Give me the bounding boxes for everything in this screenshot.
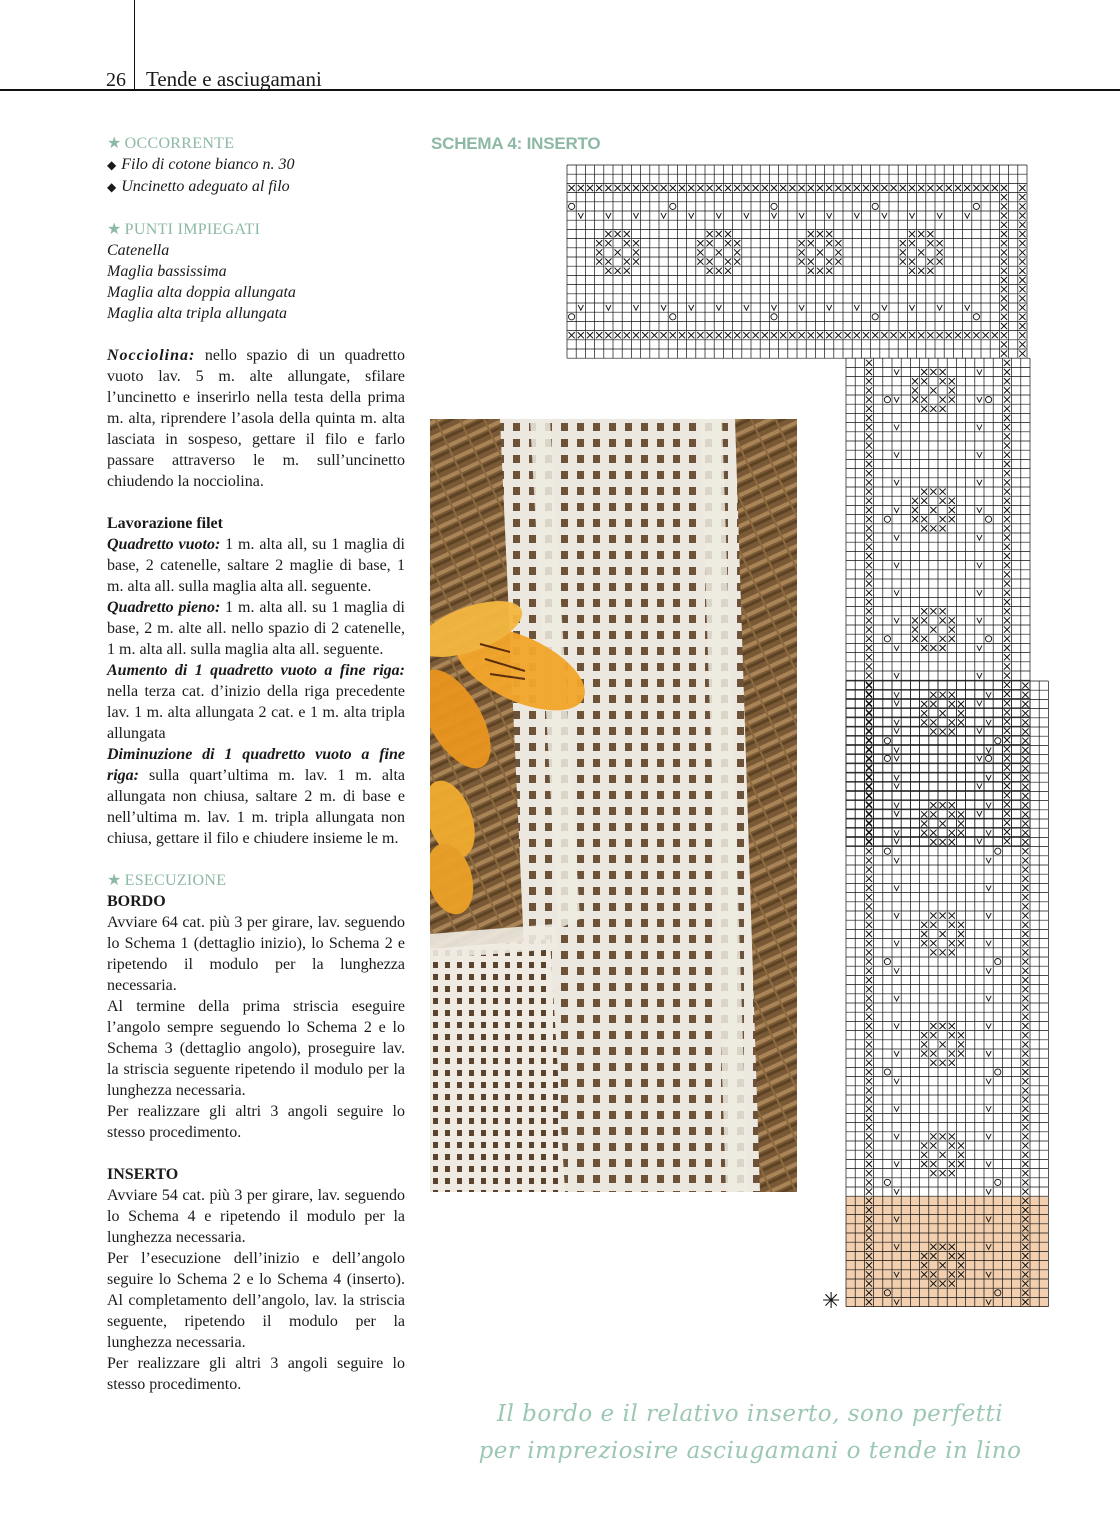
esecuzione-heading: ★ ESECUZIONE <box>107 872 227 889</box>
bordo-paragraph: Al termine della prima striscia eseguire l’angolo sempre seguendo lo Schema 2 e lo Schema 3 (dettaglio angolo), proseguire lav. la striscia seguente ripetendo il modulo per la lunghezza necessaria. <box>107 998 405 1099</box>
filet-heading: Lavorazione filet <box>107 515 223 532</box>
caption <box>440 1396 1060 1470</box>
filet-entry: Quadretto pieno: 1 m. alta all. su 1 maglia di base, 2 m. alte all. nello spazio di 2 catenelle, 1 m. alta all. sulla maglia alta all. seguente. <box>107 599 405 658</box>
filet-entry: Aumento di 1 quadretto vuoto a fine riga: nella terza cat. d’inizio della riga precedente lav. 1 m. alta allungata 2 cat. e 1 m. alta tripla allungata <box>107 662 405 742</box>
star-icon: ★ <box>107 221 122 238</box>
inserto-paragraph: Per realizzare gli altri 3 angoli seguire lo stesso procedimento. <box>107 1355 405 1393</box>
filet-entry: Diminuzione di 1 quadretto vuoto a fine riga: sulla quart’ultima m. lav. 1 m. alta allungata non chiusa, saltare 2 m. di base e nell’ultima m. lav. 1 m. tripla allungata non chiusa, gettare il filo e chiudere insieme le m. <box>107 746 405 847</box>
diamond-bullet-icon: ◆ <box>107 180 117 194</box>
star-icon: ★ <box>107 872 122 889</box>
start-marker-icon: ✳ <box>822 1289 841 1314</box>
diamond-bullet-icon: ◆ <box>107 158 117 172</box>
stitch-item: Maglia alta doppia allungata <box>107 284 296 301</box>
nocciolina-paragraph: Nocciolina: nello spazio di un quadretto vuoto lav. 5 m. alte allungate, sfilare l’uncinetto e inserirlo nella testa della prima m. alta, riprendere l’asola della quinta m. alta lasciata in sospeso, gettare il filo e farlo passare attraverso le m. sull’uncinetto chiudendo la nocciolina. <box>107 347 405 490</box>
stitch-item: Catenella <box>107 242 170 259</box>
inserto-paragraph: Per l’esecuzione dell’inizio e dell’angolo seguire lo Schema 2 e lo Schema 4 (inserto). Al completamento dell’angolo, lav. la striscia seguente, ripetendo il modulo per la lunghezza necessaria. <box>107 1250 405 1351</box>
inserto-title: INSERTO <box>107 1166 179 1183</box>
inserto-paragraph: Avviare 54 cat. più 3 per girare, lav. seguendo lo Schema 4 e ripetendo il modulo per la lunghezza necessaria. <box>107 1187 405 1246</box>
list-item: ◆ Uncinetto adeguato al filo <box>107 178 290 195</box>
filet-lace-photo <box>430 419 797 1192</box>
stitch-item: Maglia bassissima <box>107 263 227 280</box>
stitch-item: Maglia alta tripla allungata <box>107 305 288 322</box>
running-title: Tende e asciugamani <box>146 67 322 91</box>
list-item: ◆ Filo di cotone bianco n. 30 <box>107 156 295 173</box>
star-icon: ★ <box>107 135 122 152</box>
bordo-paragraph: Avviare 64 cat. più 3 per girare, lav. seguendo lo Schema 1 (dettaglio inizio), lo Schema 2 e ripetendo il modulo per la lunghezza necessaria. <box>107 914 405 994</box>
chart-top-band <box>567 165 1027 358</box>
bordo-paragraph: Per realizzare gli altri 3 angoli seguire lo stesso procedimento. <box>107 1103 405 1141</box>
page-number: 26 <box>106 69 126 91</box>
caption-line: Il bordo e il relativo inserto, sono perfetti <box>496 1401 1004 1427</box>
filet-entry: Quadretto vuoto: 1 m. alta all, su 1 maglia di base, 2 catenelle, saltare 2 maglie di base, 1 m. alta all. sulla maglia alta all. seguente. <box>107 536 405 595</box>
occorrente-heading: ★ OCCORRENTE <box>107 135 235 152</box>
punti-heading: ★ PUNTI IMPIEGATI <box>107 221 261 238</box>
bordo-title: BORDO <box>107 893 166 910</box>
product-photo <box>430 419 797 1192</box>
schema-title: SCHEMA 4: INSERTO <box>431 134 601 153</box>
caption-line: per impreziosire asciugamani o tende in lino <box>478 1438 1022 1464</box>
